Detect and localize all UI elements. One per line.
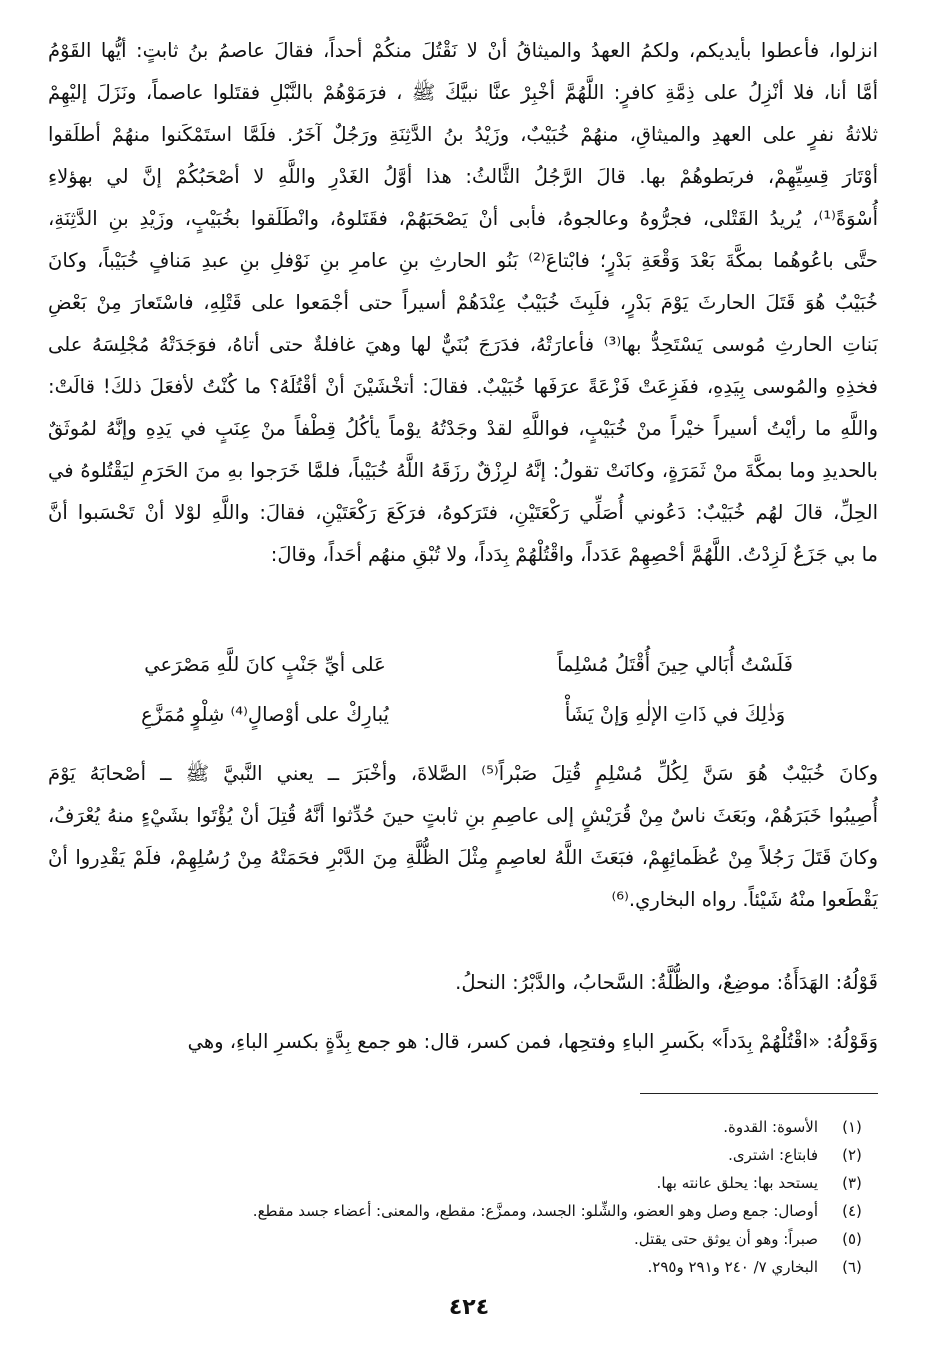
footnote-text: الأسوة: القدوة.	[723, 1118, 818, 1136]
footnote-text: أوصال: جمع وصل وهو العضو، والشِّلو: الجسد، وممزَّع: مقطع، والمعنى: أعضاء جسد مقطع.	[252, 1202, 818, 1220]
footnote-divider	[640, 1093, 878, 1094]
verse-first-hemistich: فَلَسْتُ أُبَالي حِينَ أُقْتَلُ مُسْلِماً	[557, 653, 793, 676]
text-line: واللَّهِ ما رأيْتُ أسيراً خيْراً منْ خُبَيْبٍ، فواللَّهِ لقدْ وجَدْتُهُ يوْماً يأكُلُ قِطْفاً منْ عِنَبٍ في يَدِهِ وإنَّهُ لمُوثَقٌ	[48, 417, 878, 440]
verse-row	[100, 690, 840, 740]
glossary-note: قَوْلُهُ: الهَدَأَةُ: موضِعٌ، والظُّلَّةُ: السَّحابُ، والدَّبْرُ: النحلُ.	[455, 971, 878, 994]
footnote-text: البخاري ٧/ ٢٤٠ و٢٩١ و٢٩٥.	[647, 1258, 818, 1276]
footnote-number: (٣)	[842, 1174, 862, 1192]
footnote	[48, 1113, 878, 1141]
verse-second-hemistich: يُبارِكْ على أوْصالٍ⁽⁴⁾ شِلْوٍ مُمَزَّعِ	[141, 703, 389, 726]
text-line: بَناتِ الحارثِ مُوسى يَسْتَحِدُّ بها⁽³⁾ فأعارَتْهُ، فدَرَجَ بُنَيٌّ لها وهيَ غافلةٌ حتى أتاهُ، فوَجَدَتْهُ مُجْلِسَهُ على	[48, 333, 878, 356]
footnote-number: (٥)	[842, 1230, 862, 1248]
footnote	[48, 1141, 878, 1169]
text-line: ما بي جَزَعٌ لَزِدْتُ. اللَّهُمَّ أحْصِهِمْ عَدَداً، واقْتُلْهُمْ بِدَداً، ولا تُبْقِ منهُم أحَداً، وقالَ:	[270, 543, 878, 566]
text-line: خُبَيْبٌ هُوَ قَتَلَ الحارثَ يَوْمَ بَدْرٍ، فلَبِثَ خُبَيْبٌ عِنْدَهُمْ أسيراً حتى أجْمَعوا على قَتْلِهِ، فاسْتَعارَ مِنْ بَعْضِ	[48, 291, 878, 314]
footnote-number: (١)	[842, 1118, 862, 1136]
text-line: وكانَ خُبَيْبٌ هُوَ سَنَّ لِكُلِّ مُسْلِمٍ قُتِلَ صَبْراً⁽⁵⁾ الصَّلاةَ، وأخْبَرَ ــ يعني النَّبيَّ ﷺ ــ أصْحابَهُ يَوْمَ	[48, 762, 878, 785]
footnote-text: يستحد بها: يحلق عانته بها.	[656, 1174, 818, 1192]
footnote-number: (٤)	[842, 1202, 862, 1220]
body-text	[48, 30, 878, 576]
text-line: أُصِيبُوا خَبَرَهُمْ، وبَعَثَ ناسٌ مِنْ قُرَيْشٍ إلى عاصِمِ بنِ ثابتٍ حينَ حُدِّثوا أنَّهُ قُتِلَ أنْ يُؤْتَوا بشَيْءٍ منهُ يُعْرَفُ،	[48, 804, 878, 827]
footnotes	[48, 1113, 878, 1281]
body-text-continued	[48, 753, 878, 921]
text-line: أُسْوَةً⁽¹⁾، يُريدُ القَتْلى، فجرُّوهُ وعالجوهُ، فأبى أنْ يَصْحَبَهُمْ، فقَتَلوهُ، وانْطَلَقوا بخُبَيْبٍ، وزَيْدِ بنِ الدَّثِنَةِ،	[48, 207, 878, 230]
poem-verses	[100, 640, 840, 740]
footnote	[48, 1253, 878, 1281]
footnote	[48, 1225, 878, 1253]
footnote-text: صبراً: وهو أن يوثق حتى يقتل.	[633, 1230, 818, 1248]
glossary-note: وَقَوْلُهُ: «اقْتُلْهُمْ بِدَداً» بكَسرِ الباءِ وفتحِها، فمن كسر، قال: هو جمع بِدَّةٍ بكسرِ الباءِ، وهي	[187, 1030, 878, 1053]
footnote	[48, 1169, 878, 1197]
text-line: ثلاثةُ نفرٍ على العهدِ والميثاقِ، منهُمْ خُبَيْبٌ، وزَيْدُ بنُ الدَّثِنَةِ ورَجُلٌ آخَرُ. فلَمَّا استَمْكَنوا منهُمْ أطلَقوا	[48, 123, 878, 146]
text-line: بالحديدِ وما بمكَّةَ منْ ثَمَرَةٍ، وكانَتْ تقولُ: إنَّهُ لرِزْقٌ رزَقَهُ اللَّهُ خُبَيْباً، فلمَّا خَرَجوا بهِ منَ الحَرَمِ ليَقْتُلوهُ في	[48, 459, 878, 482]
text-line: فخذِهِ والمُوسى بِيَدِهِ، ففَزِعَتْ فَزْعَةً عرَفَها خُبَيْبٌ. فقالَ: أتخْشَيْنَ أنْ أقْتُلَهُ؟ ما كُنْتُ لأفعَلَ ذلكَ! قالَتْ:	[48, 375, 878, 398]
text-line: أمَّا أنا، فلا أنْزِلُ على ذِمَّةِ كافرٍ: اللَّهُمَّ أخْبِرْ عنَّا نبيَّكَ ﷺ ، فرَمَوْهُمْ بالنَّبْلِ فقتَلوا عاصماً، ونَزَلَ إليْهِمْ	[48, 81, 878, 104]
page-number: ٤٢٤	[448, 1295, 490, 1320]
text-line: الحِلِّ، قالَ لهُم خُبَيْبٌ: دَعُوني أُصَلِّي رَكْعَتَيْنِ، فتَرَكوهُ، فرَكَعَ رَكْعَتَيْنِ، فقالَ: واللَّهِ لوْلا أنْ تَحْسَبوا أنَّ	[48, 501, 878, 524]
text-line: وكانَ قَتَلَ رَجُلاً مِنْ عُظَمائِهِمْ، فبَعَثَ اللَّهُ لعاصِمٍ مِثْلَ الظُّلَّةِ مِنَ الدَّبْرِ فحَمَتْهُ مِنْ رُسُلِهِمْ، فلَمْ يَقْدِروا أنْ	[48, 846, 878, 869]
text-line: انزلوا، فأعطوا بأيديكم، ولكمُ العهدُ والميثاقُ أنْ لا نَقْتُلَ منكُمْ أحداً، فقالَ عاصمُ بنُ ثابتٍ: أيُّها القَوْمُ	[48, 39, 878, 62]
verse-second-hemistich: عَلى أيِّ جَنْبٍ كانَ للَّهِ مَصْرَعي	[144, 653, 386, 676]
verse-row	[100, 640, 840, 690]
footnote	[48, 1197, 878, 1225]
text-line: حتَّى باعُوهُما بمكَّةَ بَعْدَ وَقْعَةِ بَدْرٍ؛ فابْتاعَ⁽²⁾ بَنُو الحارثِ بنِ عامرِ بنِ نَوْفلِ بنِ عبدِ مَنافٍ خُبَيْباً، وكانَ	[48, 249, 878, 272]
footnote-text: فابتاع: اشترى.	[728, 1146, 818, 1164]
text-line: يَقْطَعوا منْهُ شَيْئاً. رواه البخاري.⁽⁶⁾	[611, 888, 878, 911]
footnote-number: (٦)	[842, 1258, 862, 1276]
verse-first-hemistich: وَذٰلِكَ في ذَاتِ الإلٰهِ وَإنْ يَشَأْ	[564, 703, 786, 726]
text-line: أوْتَارَ قِسِيِّهِمْ، فربَطوهُمْ بها. قالَ الرَّجُلُ الثَّالثُ: هذا أوَّلُ الغَدْرِ واللَّهِ لا أصْحَبُكُمْ إنَّ لي بهؤلاءِ	[48, 165, 878, 188]
footnote-number: (٢)	[842, 1146, 862, 1164]
